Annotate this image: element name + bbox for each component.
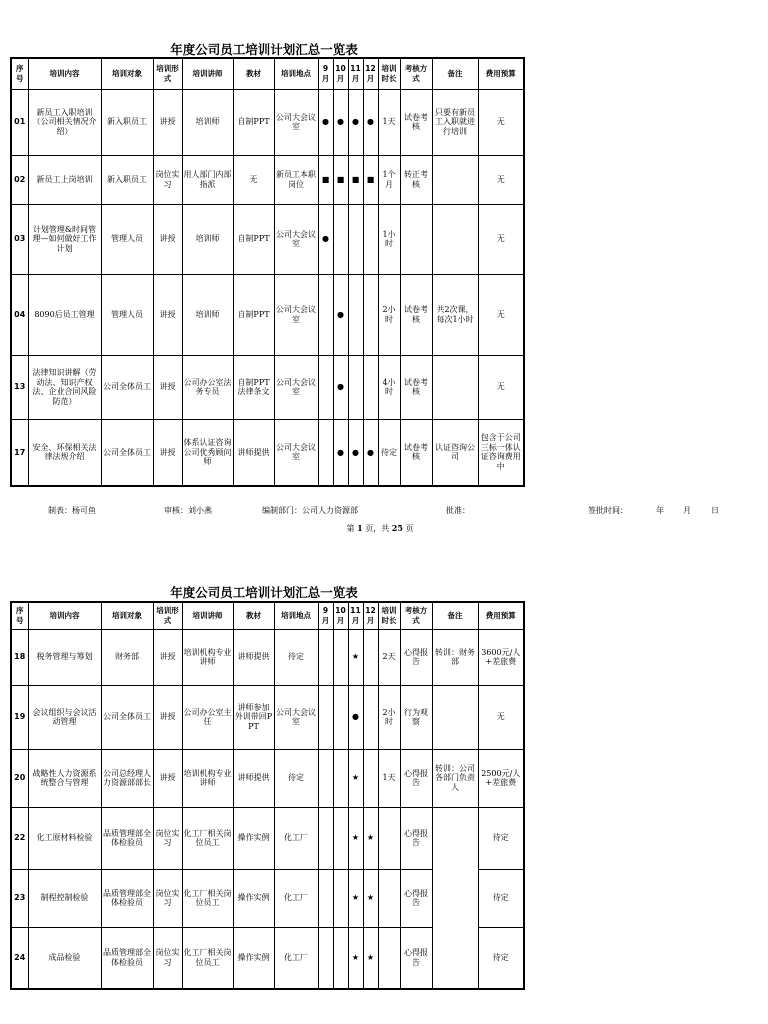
cell-remark [432,807,478,989]
sheet-title-1: 年度公司员工培训计划汇总一览表 [170,42,358,57]
reviewer-label: 审核：刘小燕 [164,506,212,515]
cell-mark-nov: ● [348,685,363,749]
cell-lecturer: 培训师 [182,274,233,355]
cell-budget: 无 [478,685,524,749]
cell-training-content: 新员工上岗培训 [28,155,101,204]
cell-mark-sep [318,274,333,355]
header-assessment: 考核方式 [400,602,432,629]
header-location: 培训地点 [274,602,318,629]
cell-mark-dec [363,629,378,685]
cell-budget: 3600元/人+差旅费 [478,629,524,685]
cell-mark-nov: ★ [348,927,363,989]
cell-mark-sep [318,869,333,927]
cell-mark-sep: ■ [318,155,333,204]
cell-mark-nov: ★ [348,869,363,927]
cell-location: 化工厂 [274,927,318,989]
cell-mark-dec [363,749,378,807]
table-row [11,749,524,807]
header-mark-nov: 11月 [348,602,363,629]
cell-assessment: 试卷考核 [400,419,432,486]
cell-assessment: 试卷考核 [400,89,432,155]
cell-row-number: 20 [11,749,28,807]
header-duration: 培训时长 [378,602,400,629]
header-mark-oct: 10月 [333,602,348,629]
cell-duration: 2小时 [378,274,400,355]
header-budget: 费用预算 [478,602,524,629]
cell-mark-sep [318,419,333,486]
cell-material: 讲师提供 [233,419,274,486]
cell-training-content: 法律知识讲解（劳动法、知识产权法、企业合同风险防范） [28,355,101,419]
cell-mark-oct [333,685,348,749]
cell-mark-sep [318,749,333,807]
cell-training-form: 讲授 [153,629,182,685]
cell-budget: 包含于公司三标一体认证咨询费用中 [478,419,524,486]
cell-duration: 2小时 [378,685,400,749]
page-indicator: 第 1 页，共 25 页 [346,523,414,533]
cell-mark-nov [348,204,363,274]
cell-mark-oct [333,869,348,927]
cell-material: 操作实例 [233,927,274,989]
cell-mark-nov: ■ [348,155,363,204]
cell-training-target: 财务部 [101,629,153,685]
cell-remark [432,204,478,274]
header-mark-sep: 9月 [318,58,333,89]
cell-row-number: 01 [11,89,28,155]
header-training-form: 培训形式 [153,602,182,629]
cell-duration [378,807,400,869]
cell-mark-oct: ● [333,355,348,419]
cell-training-form: 讲授 [153,749,182,807]
header-remark: 备注 [432,602,478,629]
cell-remark: 转训：财务部 [432,629,478,685]
cell-budget: 待定 [478,807,524,869]
header-mark-dec: 12月 [363,58,378,89]
day-label: 日 [711,506,719,515]
cell-training-target: 公司全体员工 [101,685,153,749]
cell-mark-dec: ★ [363,927,378,989]
header-mark-nov: 11月 [348,58,363,89]
cell-training-target: 公司全体员工 [101,355,153,419]
cell-mark-oct: ■ [333,155,348,204]
table-row [11,89,524,155]
cell-mark-sep [318,355,333,419]
year-label: 年 [656,506,664,515]
cell-mark-oct [333,629,348,685]
header-lecturer: 培训讲师 [182,58,233,89]
cell-mark-sep: ● [318,204,333,274]
cell-lecturer: 用人部门内部指派 [182,155,233,204]
cell-training-target: 公司全体员工 [101,419,153,486]
training-plan-table-2 [10,601,525,990]
cell-duration: 2天 [378,629,400,685]
cell-mark-oct: ● [333,419,348,486]
cell-training-form: 岗位实习 [153,807,182,869]
table-row [11,807,524,869]
cell-budget: 无 [478,204,524,274]
cell-lecturer: 培训师 [182,204,233,274]
cell-row-number: 18 [11,629,28,685]
header-mark-dec: 12月 [363,602,378,629]
header-training-form: 培训形式 [153,58,182,89]
header-material: 教材 [233,602,274,629]
cell-mark-nov [348,355,363,419]
cell-remark [432,685,478,749]
cell-material: 自制PPT法律条文 [233,355,274,419]
cell-duration [378,869,400,927]
cell-material: 自制PPT [233,274,274,355]
header-row-number: 序号 [11,58,28,89]
table-row [11,274,524,355]
cell-assessment: 试卷考核 [400,355,432,419]
cell-row-number: 23 [11,869,28,927]
header-training-target: 培训对象 [101,602,153,629]
cell-mark-dec [363,274,378,355]
cell-material: 操作实例 [233,869,274,927]
cell-budget: 无 [478,274,524,355]
cell-location: 公司大会议室 [274,274,318,355]
header-training-content: 培训内容 [28,602,101,629]
cell-training-content: 计划管理&时间管理—如何做好工作计划 [28,204,101,274]
cell-remark [432,355,478,419]
cell-row-number: 24 [11,927,28,989]
cell-training-target: 品质管理部全体检验员 [101,807,153,869]
cell-remark: 共2次课，每次1小时 [432,274,478,355]
header-material: 教材 [233,58,274,89]
cell-location: 待定 [274,749,318,807]
header-lecturer: 培训讲师 [182,602,233,629]
cell-training-content: 制程控制检验 [28,869,101,927]
cell-mark-dec: ★ [363,869,378,927]
cell-training-target: 品质管理部全体检验员 [101,927,153,989]
cell-training-content: 会议组织与会议活动管理 [28,685,101,749]
header-duration: 培训时长 [378,58,400,89]
cell-training-target: 品质管理部全体检验员 [101,869,153,927]
cell-mark-oct [333,204,348,274]
cell-training-content: 8090后员工管理 [28,274,101,355]
cell-training-content: 战略性人力资源系统整合与管理 [28,749,101,807]
cell-assessment: 心得报告 [400,927,432,989]
cell-row-number: 19 [11,685,28,749]
department-label: 编制部门：公司人力资源部 [262,506,358,515]
cell-mark-oct: ● [333,274,348,355]
cell-assessment: 行为观察 [400,685,432,749]
cell-lecturer: 体系认证咨询公司优秀顾问师 [182,419,233,486]
cell-training-form: 讲授 [153,204,182,274]
cell-training-target: 新入职员工 [101,89,153,155]
cell-duration: 4小时 [378,355,400,419]
header-location: 培训地点 [274,58,318,89]
cell-mark-nov: ● [348,419,363,486]
cell-mark-oct: ● [333,89,348,155]
cell-duration: 1个月 [378,155,400,204]
cell-row-number: 04 [11,274,28,355]
cell-duration: 待定 [378,419,400,486]
cell-mark-oct [333,807,348,869]
cell-remark: 转训：公司各部门负责人 [432,749,478,807]
cell-mark-sep [318,927,333,989]
cell-row-number: 22 [11,807,28,869]
cell-training-content: 安全、环保相关法律法规介绍 [28,419,101,486]
cell-row-number: 17 [11,419,28,486]
approve-label: 批准： [446,506,470,515]
maker-label: 制表：杨可鱼 [48,506,96,515]
cell-mark-nov: ★ [348,807,363,869]
header-training-target: 培训对象 [101,58,153,89]
cell-training-content: 税务管理与筹划 [28,629,101,685]
cell-training-form: 讲授 [153,685,182,749]
cell-material: 操作实例 [233,807,274,869]
cell-location: 公司大会议室 [274,89,318,155]
cell-budget: 无 [478,155,524,204]
cell-row-number: 13 [11,355,28,419]
cell-training-form: 讲授 [153,355,182,419]
sign-time-label: 签批时间： [588,506,628,515]
cell-material: 自制PPT [233,89,274,155]
cell-material: 讲师参加外训带回PPT [233,685,274,749]
table-row [11,419,524,486]
cell-training-target: 管理人员 [101,204,153,274]
month-label: 月 [683,506,691,515]
cell-location: 公司大会议室 [274,355,318,419]
cell-mark-nov [348,274,363,355]
cell-training-form: 讲授 [153,419,182,486]
cell-mark-oct [333,927,348,989]
cell-assessment: 心得报告 [400,629,432,685]
cell-mark-sep [318,629,333,685]
cell-remark [432,155,478,204]
cell-location: 化工厂 [274,807,318,869]
cell-training-form: 讲授 [153,274,182,355]
cell-mark-nov: ★ [348,749,363,807]
cell-budget: 无 [478,355,524,419]
cell-location: 公司大会议室 [274,419,318,486]
cell-budget: 待定 [478,927,524,989]
cell-training-target: 公司总经理人力资源部部长 [101,749,153,807]
cell-location: 化工厂 [274,869,318,927]
header-remark: 备注 [432,58,478,89]
cell-lecturer: 公司办公室主任 [182,685,233,749]
cell-duration: 1天 [378,89,400,155]
header-row-number: 序号 [11,602,28,629]
cell-duration: 1天 [378,749,400,807]
cell-lecturer: 化工厂相关岗位员工 [182,807,233,869]
cell-budget: 2500元/人+差旅费 [478,749,524,807]
table-row [11,355,524,419]
header-training-content: 培训内容 [28,58,101,89]
cell-lecturer: 公司办公室法务专员 [182,355,233,419]
cell-training-form: 岗位实习 [153,869,182,927]
cell-remark: 只要有新员工入职就进行培训 [432,89,478,155]
cell-training-form: 岗位实习 [153,155,182,204]
cell-mark-oct [333,749,348,807]
cell-duration [378,927,400,989]
cell-material: 自制PPT [233,204,274,274]
cell-assessment: 试卷考核 [400,274,432,355]
cell-mark-dec: ■ [363,155,378,204]
cell-mark-dec: ★ [363,807,378,869]
cell-mark-sep: ● [318,89,333,155]
cell-mark-nov: ★ [348,629,363,685]
cell-training-content: 成品检验 [28,927,101,989]
cell-location: 公司大会议室 [274,204,318,274]
cell-row-number: 03 [11,204,28,274]
training-plan-table-1 [10,57,525,487]
cell-budget: 待定 [478,869,524,927]
cell-assessment: 心得报告 [400,749,432,807]
cell-lecturer: 化工厂相关岗位员工 [182,869,233,927]
cell-mark-sep [318,685,333,749]
cell-material: 讲师提供 [233,749,274,807]
cell-row-number: 02 [11,155,28,204]
cell-training-form: 讲授 [153,89,182,155]
cell-mark-nov: ● [348,89,363,155]
cell-mark-dec: ● [363,89,378,155]
cell-mark-sep [318,807,333,869]
cell-location: 公司大会议室 [274,685,318,749]
cell-lecturer: 培训机构专业讲师 [182,749,233,807]
cell-lecturer: 培训机构专业讲师 [182,629,233,685]
cell-training-form: 岗位实习 [153,927,182,989]
sheet-title-2: 年度公司员工培训计划汇总一览表 [170,585,358,600]
header-mark-sep: 9月 [318,602,333,629]
header-budget: 费用预算 [478,58,524,89]
cell-training-target: 管理人员 [101,274,153,355]
table-row [11,204,524,274]
cell-location: 待定 [274,629,318,685]
header-mark-oct: 10月 [333,58,348,89]
cell-duration: 1小时 [378,204,400,274]
cell-assessment: 心得报告 [400,869,432,927]
cell-lecturer: 培训师 [182,89,233,155]
cell-training-content: 化工原材料检验 [28,807,101,869]
cell-training-target: 新入职员工 [101,155,153,204]
table-row [11,155,524,204]
cell-assessment: 心得报告 [400,807,432,869]
table-row [11,685,524,749]
cell-mark-dec [363,355,378,419]
cell-mark-dec: ● [363,419,378,486]
cell-training-content: 新员工入职培训（公司相关情况介绍） [28,89,101,155]
cell-location: 新员工本职岗位 [274,155,318,204]
header-assessment: 考核方式 [400,58,432,89]
cell-material: 讲师提供 [233,629,274,685]
table-row [11,629,524,685]
cell-budget: 无 [478,89,524,155]
cell-mark-dec [363,685,378,749]
cell-remark: 认证咨询公司 [432,419,478,486]
cell-assessment: 转正考核 [400,155,432,204]
cell-mark-dec [363,204,378,274]
cell-material: 无 [233,155,274,204]
cell-assessment [400,204,432,274]
cell-lecturer: 化工厂相关岗位员工 [182,927,233,989]
